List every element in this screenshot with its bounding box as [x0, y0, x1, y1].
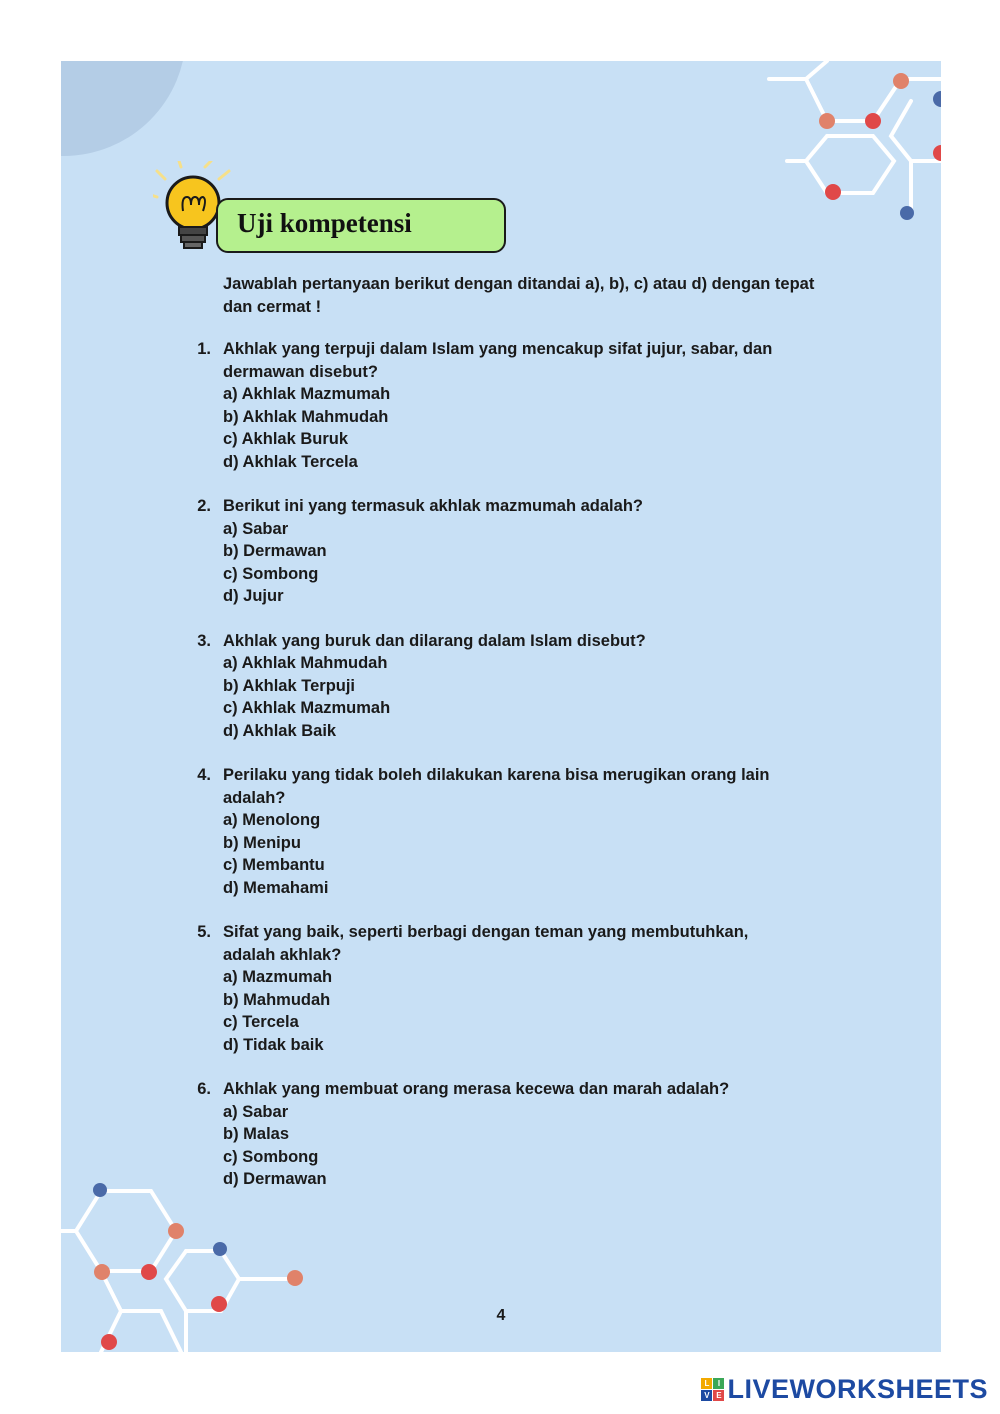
liveworksheets-icon [701, 1378, 724, 1401]
answer-option: b) Akhlak Terpuji [223, 676, 356, 695]
answer-option: b) Dermawan [223, 542, 327, 560]
section-header [153, 161, 513, 261]
answer-option: d) Akhlak Tercela [223, 452, 358, 471]
question-text: Akhlak yang terpuji dalam Islam yang mencakup sifat jujur, sabar, dan [223, 340, 773, 358]
answer-option: c) Akhlak Buruk [223, 430, 349, 448]
question-item [181, 921, 881, 1056]
answer-option: a) Sabar [223, 519, 289, 538]
question-text: Akhlak yang buruk dan dilarang dalam Islam disebut? [223, 631, 646, 650]
answer-option: c) Sombong [223, 564, 319, 583]
question-text: Sifat yang baik, seperti berbagi dengan teman yang membutuhkan, [223, 923, 749, 941]
question-number: 5. [197, 923, 211, 941]
answer-option: b) Malas [223, 1125, 290, 1143]
question-item [181, 630, 881, 743]
question-item [181, 495, 881, 608]
answer-option: c) Sombong [223, 1147, 319, 1166]
answer-option: b) Menipu [223, 833, 301, 852]
question-text: Berikut ini yang termasuk akhlak mazmumah adalah? [223, 497, 643, 515]
answer-option: a) Akhlak Mazmumah [223, 385, 391, 403]
answer-option: d) Jujur [223, 587, 284, 605]
question-number: 6. [197, 1080, 211, 1098]
answer-option: a) Akhlak Mahmudah [223, 654, 388, 672]
answer-option: c) Akhlak Mazmumah [223, 699, 391, 717]
answer-option: c) Membantu [223, 856, 325, 874]
question-text: adalah akhlak? [223, 945, 342, 964]
question-list [181, 338, 881, 1213]
question-body [223, 495, 881, 608]
question-body [223, 764, 881, 899]
answer-option: a) Menolong [223, 811, 321, 829]
question-number: 1. [197, 340, 211, 358]
question-item [181, 1078, 881, 1191]
page-title: Uji kompetensi [237, 208, 412, 238]
brand-text: LIVEWORKSHEETS [727, 1373, 988, 1404]
question-number: 2. [197, 497, 211, 515]
question-item [181, 764, 881, 899]
answer-option: b) Mahmudah [223, 990, 331, 1009]
logo-square: I [713, 1378, 724, 1389]
question-item [181, 338, 881, 473]
answer-option: d) Akhlak Baik [223, 721, 337, 740]
question-body [223, 1078, 881, 1191]
answer-option: d) Tidak baik [223, 1035, 324, 1054]
question-body [223, 630, 881, 743]
answer-option: a) Mazmumah [223, 968, 333, 986]
logo-square: V [701, 1390, 712, 1401]
answer-option: d) Memahami [223, 878, 329, 897]
question-text: Perilaku yang tidak boleh dilakukan karena bisa merugikan orang lain [223, 766, 770, 784]
question-number: 3. [197, 631, 211, 650]
logo-square: L [701, 1378, 712, 1389]
question-text: adalah? [223, 788, 286, 807]
question-body [223, 921, 881, 1056]
worksheet-page [61, 61, 941, 1352]
page-number: 4 [496, 1307, 506, 1324]
answer-option: c) Tercela [223, 1013, 299, 1031]
answer-option: b) Akhlak Mahmudah [223, 407, 389, 426]
instruction-text: Jawablah pertanyaan berikut dengan ditandai a), b), c) atau d) dengan tepat dan cermat ! [223, 275, 815, 316]
question-number: 4. [197, 766, 211, 784]
answer-option: a) Sabar [223, 1102, 289, 1121]
question-body [223, 338, 881, 473]
answer-option: d) Dermawan [223, 1170, 327, 1188]
liveworksheets-logo [701, 1372, 988, 1406]
question-text: Akhlak yang membuat orang merasa kecewa dan marah adalah? [223, 1080, 730, 1098]
logo-square: E [713, 1390, 724, 1401]
question-text: dermawan disebut? [223, 362, 378, 381]
